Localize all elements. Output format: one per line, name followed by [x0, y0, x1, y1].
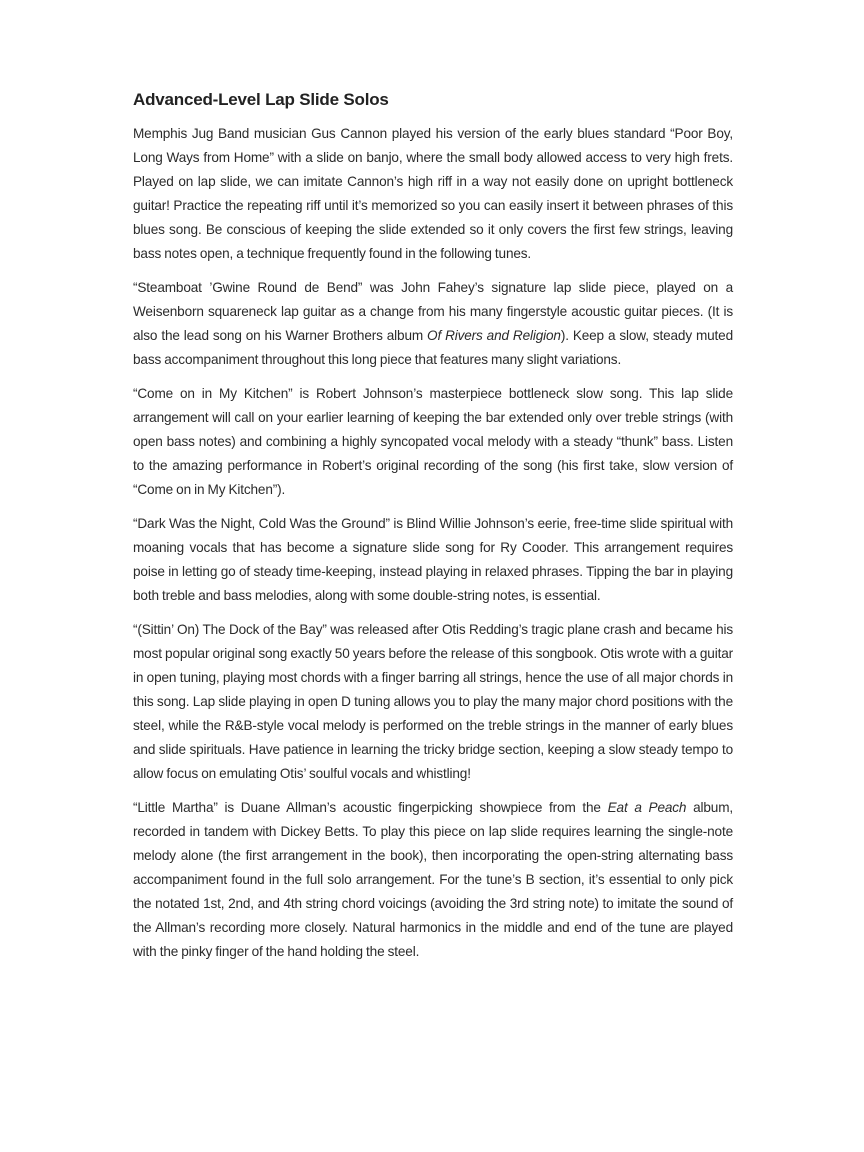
paragraph-kitchen: “Come on in My Kitchen” is Robert Johnson’s masterpiece bottleneck slow song. This lap slide arrangement will call on your earlier learning of keeping the bar extended only over treble strings (with open bass notes) and combining a highly syncopated vocal melody with a steady “thunk” bass. Listen to the amazing performance in Robert’s original recording of the song (his first take, slow version of “Come on in My Kitchen”). — [133, 386, 733, 497]
paragraph-little-martha — [133, 796, 733, 964]
paragraph-poor-boy: Memphis Jug Band musician Gus Cannon played his version of the early blues standard “Poor Boy, Long Ways from Home” with a slide on banjo, where the small body allowed access to very high frets. Played on lap slide, we can imitate Cannon’s high riff in a way not easily done on upright bottleneck guitar! Practice the repeating riff until it’s memorized so you can easily insert it between phrases of this blues song. Be conscious of keeping the slide extended so it only covers the first few strings, leaving bass notes open, a technique frequently found in the following tunes. — [133, 126, 733, 261]
section-heading: Advanced-Level Lap Slide Solos — [133, 90, 389, 109]
paragraph-steamboat — [133, 276, 733, 372]
album-title: Eat a Peach — [607, 800, 687, 815]
paragraph-text: “Little Martha” is Duane Allman’s acoustic fingerpicking showpiece from the — [133, 800, 608, 815]
paragraph-text: ). Keep a slow, steady muted bass accompaniment throughout this long piece that features many slight variations. — [133, 328, 733, 367]
paragraph-text: “Steamboat ’Gwine Round de Bend” was John Fahey’s signature lap slide piece, played on a Weisenborn squareneck lap guitar as a change from his many fingerstyle acoustic guitar pieces. (It is also the lead song on his Warner Brothers album — [133, 280, 733, 343]
paragraph-text: album, recorded in tandem with Dickey Betts. To play this piece on lap slide requires learning the single-note melody alone (the first arrangement in the book), then incorporating the open-string alternating bass accompaniment found in the full solo arrangement. For the tune’s B section, it’s essential to only pick the notated 1st, 2nd, and 4th string chord voicings (avoiding the 3rd string note) to imitate the sound of the Allman’s recording more closely. Natural harmonics in the middle and end of the tune are played with the pinky finger of the hand holding the steel. — [133, 800, 733, 959]
page-content — [133, 90, 733, 974]
album-title: Of Rivers and Religion — [427, 328, 561, 343]
paragraph-dock-of-the-bay: “(Sittin’ On) The Dock of the Bay” was released after Otis Redding’s tragic plane crash and became his most popular original song exactly 50 years before the release of this songbook. Otis wrote with a guitar in open tuning, playing most chords with a finger barring all strings, hence the use of all major chords in this song. Lap slide playing in open D tuning allows you to play the many major chord positions with the steel, while the R&B-style vocal melody is performed on the treble strings in the manner of early blues and slide spirituals. Have patience in learning the tricky bridge section, keeping a slow steady tempo to allow focus on emulating Otis’ soulful vocals and whistling! — [133, 622, 733, 781]
paragraph-dark-was-the-night: “Dark Was the Night, Cold Was the Ground” is Blind Willie Johnson’s eerie, free-time slide spiritual with moaning vocals that has become a signature slide song for Ry Cooder. This arrangement requires poise in letting go of steady time-keeping, instead playing in relaxed phrases. Tipping the bar in playing both treble and bass melodies, along with some double-string notes, is essential. — [133, 516, 733, 603]
